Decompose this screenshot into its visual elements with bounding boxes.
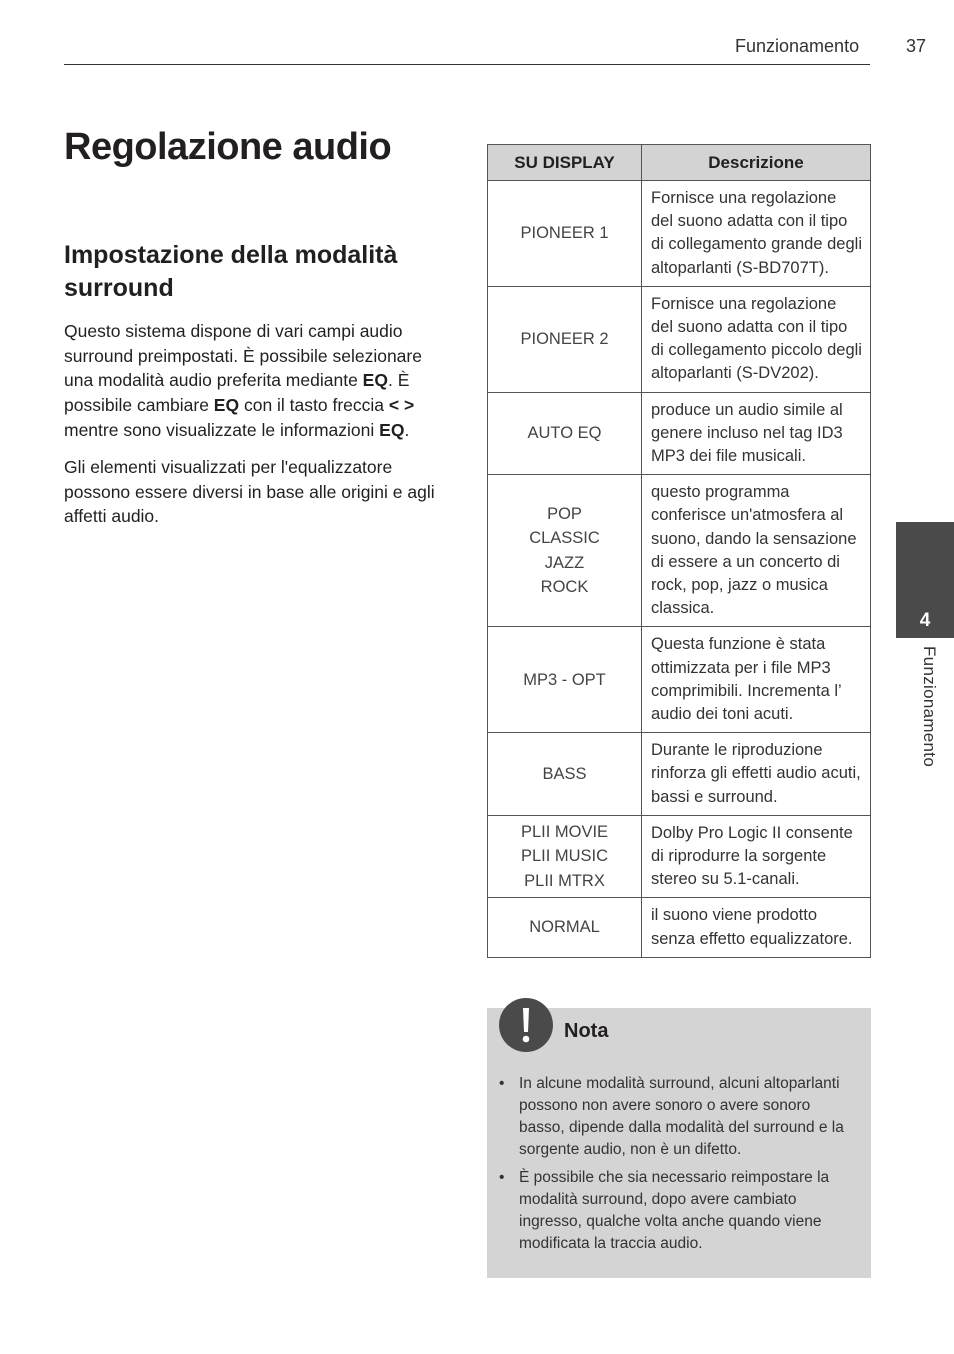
display-cell [488, 286, 642, 392]
description-cell: Fornisce una regolazione del suono adatta con il tipo di collegamento grande degli altoparlanti (S-BD707T). [642, 181, 871, 287]
display-cell [488, 898, 642, 957]
description-cell: Durante le riproduzione rinforza gli effetti audio acuti, bassi e surround. [642, 733, 871, 816]
description-cell: questo programma conferisce un'atmosfera al suono, dando la sensazione di essere a un concerto di rock, pop, jazz o musica classica. [642, 475, 871, 627]
display-mode-label: PLII MOVIE [520, 822, 609, 841]
note-text: È possibile che sia necessario reimpostare la modalità surround, dopo avere cambiato ingresso, qualche volta anche quando viene modificata la traccia audio. [519, 1169, 830, 1252]
display-cell [488, 392, 642, 475]
description-cell: produce un audio simile al genere incluso nel tag ID3 MP3 dei file musicali. [642, 392, 871, 475]
display-mode-label: NORMAL [529, 918, 600, 937]
display-mode-label: PLII MUSIC [520, 847, 609, 866]
description-cell: Questa funzione è stata ottimizzata per i file MP3 comprimibili. Incrementa l’ audio dei toni acuti. [642, 627, 871, 733]
table-row [488, 392, 871, 475]
display-cell [488, 733, 642, 816]
page-number: 37 [906, 36, 927, 56]
header-description: Descrizione [642, 145, 871, 181]
arrow-keys-label: < > [388, 395, 415, 416]
table-row [488, 286, 871, 392]
page-title: Regolazione audio [64, 126, 392, 168]
section-subtitle: Impostazione della modalità surround [64, 241, 398, 302]
table-header-row [488, 145, 871, 181]
description-cell: Dolby Pro Logic II consente di riprodurre la sorgente stereo su 5.1-canali. [642, 815, 871, 898]
exclamation-icon [499, 998, 553, 1052]
table-row [488, 815, 871, 898]
header-section-label: Funzionamento [735, 36, 860, 56]
display-cell [488, 815, 642, 898]
intro-text-2: . È possibile cambiare [64, 370, 410, 416]
display-cell [488, 475, 642, 627]
display-mode-label: MP3 - OPT [523, 670, 606, 689]
note-list [499, 1073, 859, 1261]
intro-text-1: Questo sistema dispone di vari campi audio surround preimpostati. È possibile selezionare una modalità audio preferita mediante [64, 321, 422, 391]
eq-keyword-2: EQ [213, 395, 240, 416]
table-row [488, 733, 871, 816]
intro-paragraph [64, 319, 454, 443]
display-mode-label: PLII MTRX [524, 871, 605, 890]
display-mode-label: POP [547, 504, 582, 523]
table-row [488, 181, 871, 287]
bullet: • [499, 1075, 505, 1092]
bullet: • [499, 1169, 505, 1186]
list-item [499, 1073, 859, 1161]
note-text: In alcune modalità surround, alcuni altoparlanti possono non avere sonoro o avere sonoro basso, dipende dalla modalità del surround e la sorgente audio, non è un difetto. [519, 1075, 844, 1158]
display-mode-label: JAZZ [544, 553, 585, 572]
note-box [487, 1008, 871, 1278]
description-cell: Fornisce una regolazione del suono adatta con il tipo di collegamento piccolo degli altoparlanti (S-DV202). [642, 286, 871, 392]
table-row [488, 627, 871, 733]
eq-modes-table [487, 144, 871, 958]
header-display: SU DISPLAY [488, 145, 642, 181]
intro-text-4: mentre sono visualizzate le informazioni [64, 419, 380, 440]
header-rule [64, 64, 870, 65]
elements-paragraph: Gli elementi visualizzati per l'equalizzatore possono essere diversi in base alle origini e agli affetti audio. [64, 457, 435, 527]
display-mode-label: CLASSIC [529, 529, 600, 548]
intro-text-3: con il tasto freccia [239, 395, 389, 416]
display-mode-label: ROCK [540, 578, 589, 597]
display-mode-label: PIONEER 2 [520, 329, 609, 348]
note-title: Nota [564, 1020, 609, 1042]
table-row [488, 898, 871, 957]
eq-keyword-1: EQ [362, 370, 388, 391]
chapter-number: 4 [919, 610, 931, 631]
list-item [499, 1167, 859, 1255]
chapter-tab [896, 522, 954, 638]
intro-text-5: . [404, 419, 410, 440]
display-cell [488, 627, 642, 733]
description-cell: il suono viene prodotto senza effetto equalizzatore. [642, 898, 871, 957]
table-body [488, 181, 871, 958]
eq-keyword-3: EQ [379, 419, 405, 440]
display-mode-label: PIONEER 1 [520, 224, 609, 243]
display-mode-label: AUTO EQ [527, 424, 602, 443]
chapter-label: Funzionamento [920, 646, 939, 768]
table-row [488, 475, 871, 627]
display-mode-label: BASS [542, 764, 587, 783]
display-cell [488, 181, 642, 287]
